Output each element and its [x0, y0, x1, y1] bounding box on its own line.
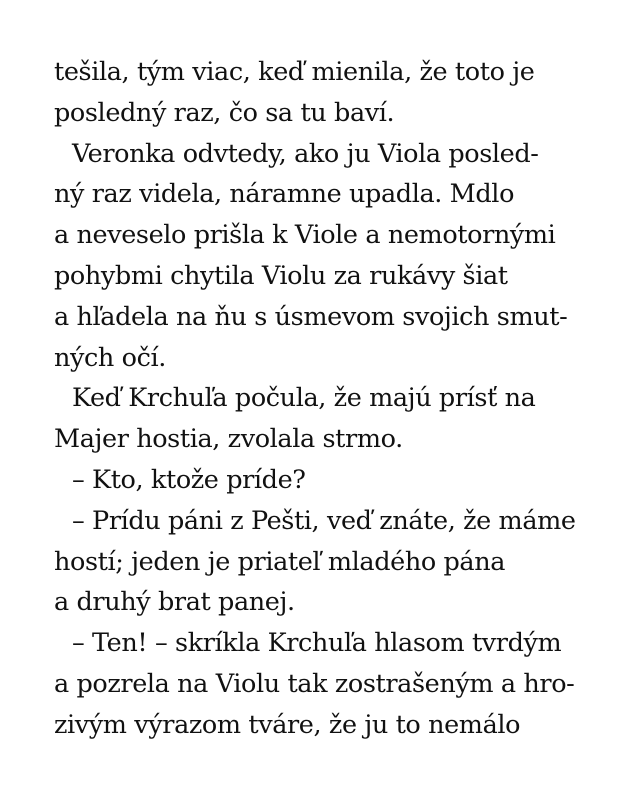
- text-line: a druhý brat panej.: [54, 587, 295, 618]
- text-line: ný raz videla, náramne upadla. Mdlo: [54, 179, 515, 210]
- dialogue-line: – Prídu páni z Pešti, veď znáte, že máme: [72, 505, 576, 536]
- paragraph-start-line: Keď Krchuľa počula, že majú prísť na: [72, 383, 536, 414]
- dialogue-line: – Ten! – skríkla Krchuľa hlasom tvrdým: [72, 628, 562, 659]
- dialogue-line: – Kto, ktože príde?: [72, 464, 306, 495]
- text-line: a neveselo prišla k Viole a nemotornými: [54, 220, 556, 251]
- text-line: a pozrela na Violu tak zostrašeným a hro-: [54, 668, 575, 699]
- text-line: tešila, tým viac, keď mienila, že toto je: [54, 57, 535, 87]
- text-line: zivým výrazom tváre, že ju to nemálo: [54, 709, 521, 740]
- text-line: hostí; jeden je priateľ mladého pána: [54, 546, 506, 577]
- text-line: Majer hostia, zvolala strmo.: [54, 424, 403, 455]
- text-line: posledný raz, čo sa tu baví.: [54, 97, 395, 128]
- book-page-text: [54, 52, 614, 746]
- text-line: ných očí.: [54, 342, 166, 373]
- text-line: a hľadela na ňu s úsmevom svojich smut-: [54, 301, 568, 332]
- text-line: pohybmi chytila Violu za rukávy šiat: [54, 260, 508, 291]
- paragraph-start-line: Veronka odvtedy, ako ju Viola posled-: [72, 138, 539, 169]
